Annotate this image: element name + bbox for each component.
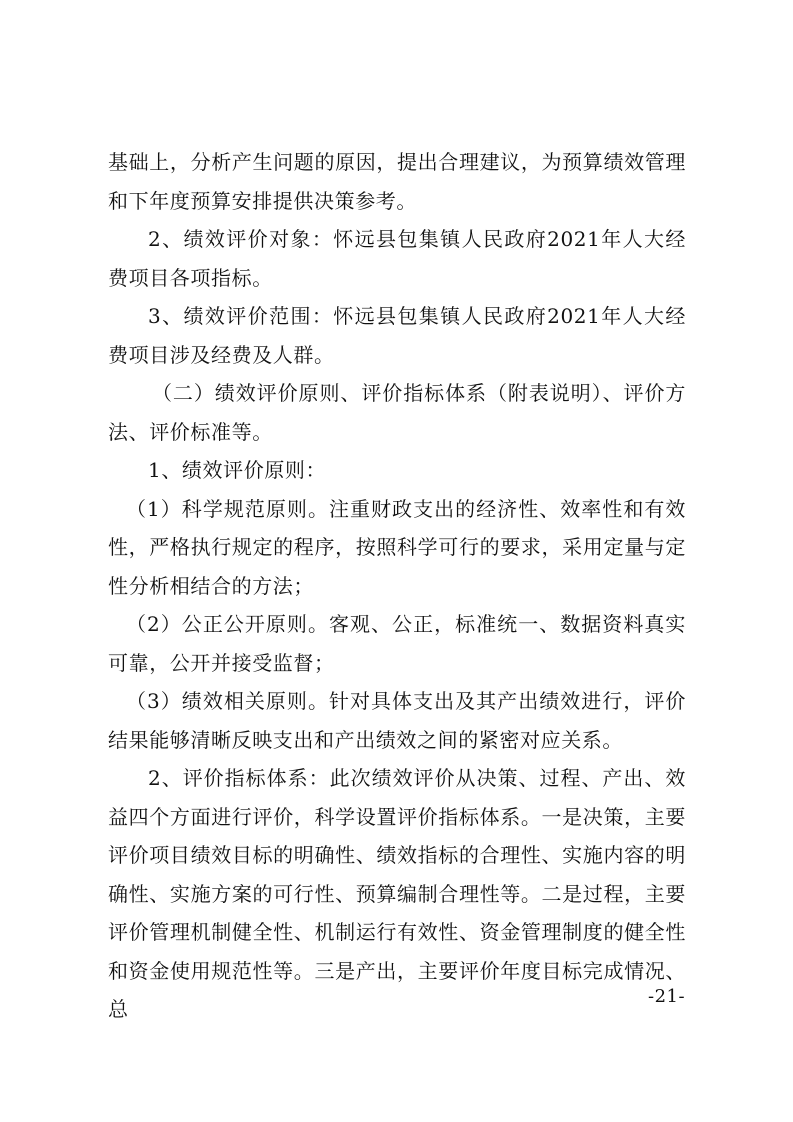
document-body [108,143,686,1029]
section-heading-principles: （二）绩效评价原则、评价指标体系（附表说明）、评价方法、评价标准等。 [108,381,686,444]
paragraph-principles-title: 1、绩效评价原则： [148,458,327,482]
paragraph-principle-1: （1）科学规范原则。注重财政支出的经济性、效率性和有效性，严格执行规定的程序，按照科学可行的要求，采用定量与定性分析相结合的方法； [108,496,686,598]
paragraph-principle-2: （2）公正公开原则。客观、公正，标准统一、数据资料真实可靠，公开并接受监督； [108,612,686,675]
paragraph-continuation: 基础上，分析产生问题的原因，提出合理建议，为预算绩效管理和下年度预算安排提供决策参考。 [108,150,686,213]
paragraph-principle-3: （3）绩效相关原则。针对具体支出及其产出绩效进行，评价结果能够清晰反映支出和产出绩效之间的紧密对应关系。 [108,689,686,752]
page-number: -21- [648,986,686,1007]
paragraph-evaluation-scope: 3、绩效评价范围：怀远县包集镇人民政府2021年人大经费项目涉及经费及人群。 [108,304,686,367]
paragraph-indicator-system: 2、评价指标体系：此次绩效评价从决策、过程、产出、效益四个方面进行评价，科学设置评价指标体系。一是决策，主要评价项目绩效目标的明确性、绩效指标的合理性、实施内容的明确性、实施方案的可行性、预算编制合理性等。二是过程，主要评价管理机制健全性、机制运行有效性、资金管理制度的健全性和资金使用规范性等。三是产出，主要评价年度目标完成情况、总 [108,766,686,1021]
paragraph-evaluation-object: 2、绩效评价对象：怀远县包集镇人民政府2021年人大经费项目各项指标。 [108,227,686,290]
